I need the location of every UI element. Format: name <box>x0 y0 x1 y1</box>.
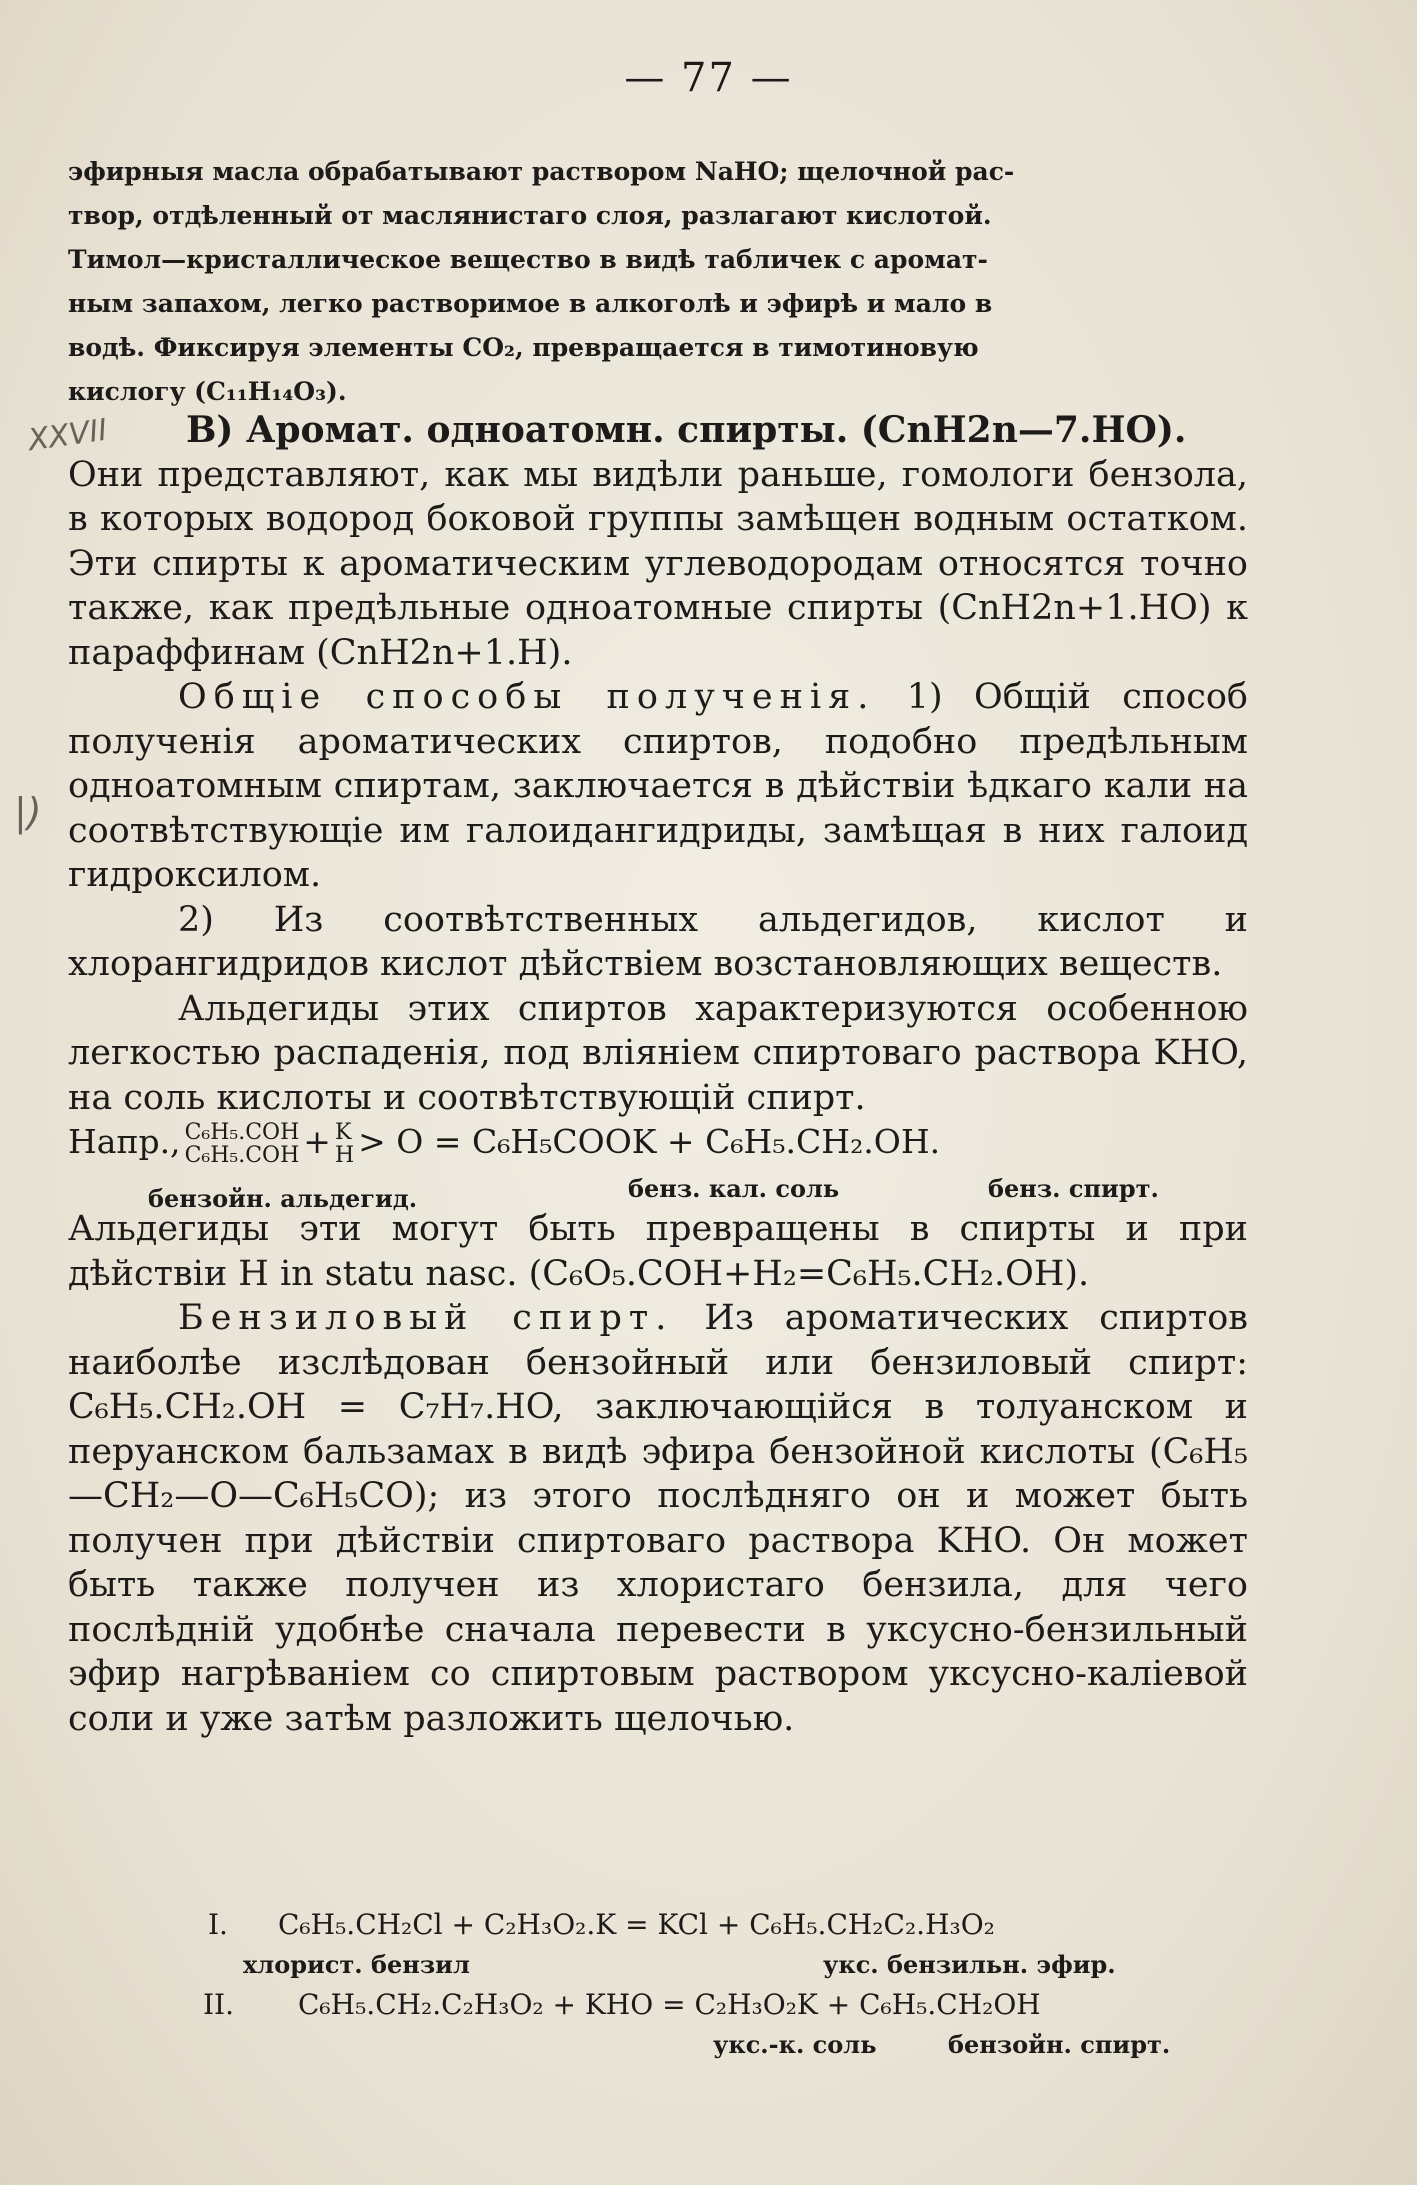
reaction-caption-right: бензойн. спирт. <box>948 2030 1171 2059</box>
reaction-number: I. <box>208 1908 228 1941</box>
reagent-bottom: H <box>334 1143 355 1168</box>
aldehyde-top: C₆H₅.COH <box>184 1120 300 1145</box>
aldehyde-bottom: C₆H₅.COH <box>184 1143 300 1168</box>
example-prefix: Напр., <box>68 1122 181 1161</box>
section-heading: В) Аромат. одноатомн. спирты. (CnH2n—7.HO). <box>186 409 1187 451</box>
paragraph-methods <box>68 675 1248 898</box>
reaction-number: II. <box>203 1988 235 2021</box>
example-captions <box>68 1167 1248 1213</box>
methods-title: Общіе способы полученія. <box>178 677 876 717</box>
reagent-top: K <box>334 1120 352 1145</box>
benzyl-text: Из ароматических спиртов наиболѣе изслѣдован бензойный или бензиловый спирт: C₆H₅.CH₂.OH = C₇H₇.HO, заключающійся в толуанском и перуанском бальзамах в видѣ эфира бензойной кислоты (C₆H₅—CH₂—O—C₆H₅CO); из этого послѣдняго он и может быть получен при дѣйствіи спиртоваго раствора KHO. Он может быть также получен из хлористаго бензила, для чего послѣдній удобнѣе сначала перевести в уксусно-бензильный эфир нагрѣваніем со спиртовым раствором уксусно-каліевой соли и уже затѣм разложить щелочью. <box>68 1298 1248 1739</box>
page-number: — 77 — <box>624 55 793 101</box>
intro-line: твор, отдѣленный от маслянистаго слоя, разлагают кислотой. <box>68 201 992 230</box>
reaction-caption-row <box>68 2025 1248 2065</box>
paragraph-reduction: 2) Из соотвѣтственных альдегидов, кислот и хлорангидридов кислот дѣйствіем возстановляющих веществ. <box>68 899 1248 984</box>
reaction-row <box>68 1985 1248 2025</box>
example-products: > O = C₆H₅COOK + C₆H₅.CH₂.OH. <box>358 1122 941 1161</box>
benzyl-title: Бензиловый спирт. <box>178 1298 674 1338</box>
caption-salt: бенз. кал. соль <box>628 1174 840 1203</box>
margin-roman-note: XXVII <box>25 412 110 459</box>
caption-alcohol: бенз. спирт. <box>988 1174 1159 1203</box>
margin-bracket-mark: |) <box>14 790 42 834</box>
reaction-row <box>68 1905 1248 1945</box>
paragraph-homologs: Они представляют, как мы видѣли раньше, гомологи бензола, в которых водород боковой группы замѣщен водным остатком. Эти спирты к ароматическим углеводородам относятся точно также, как предѣльные одноатомные спирты (CnH2n+1.HO) к параффинам (CnH2n+1.H). <box>68 454 1248 673</box>
paragraph-hydrogenation: Альдегиды эти могут быть превращены в спирты и при дѣйствіи H in statu nasc. (C₆O₅.COH+H₂=C₆H₅.CH₂.OH). <box>68 1209 1248 1294</box>
methods-text: 1) Общій способ полученія ароматических спиртов, подобно предѣльным одноатомным спиртам, заключается в дѣйствіи ѣдкаго кали на соотвѣтствующіе им галоидангидриды, замѣщая в них галоид гидроксилом. <box>68 677 1248 895</box>
aldehyde-fraction <box>185 1121 300 1167</box>
paragraph-aldehydes: Альдегиды этих спиртов характеризуются особенною легкостью распаденія, под вліяніем спиртоваго раствора KHO, на соль кислоты и соотвѣтствующій спирт. <box>68 988 1248 1118</box>
intro-line: ным запахом, легко растворимое в алкоголѣ и эфирѣ и мало в <box>68 289 993 318</box>
reagent-fraction <box>335 1121 354 1167</box>
caption-aldehyde: бензойн. альдегид. <box>148 1184 418 1213</box>
reaction-caption-left: укс.-к. соль <box>713 2030 877 2059</box>
reaction-equation: C₆H₅.CH₂.C₂H₃O₂ + KHO = C₂H₃O₂K + C₆H₅.CH₂OH <box>298 1988 1041 2021</box>
intro-line: водѣ. Фиксируя элементы CO₂, превращается в тимотиновую <box>68 333 979 362</box>
intro-paragraph <box>68 150 1248 414</box>
main-section <box>68 408 1248 1741</box>
reaction-caption-row <box>68 1945 1248 1985</box>
reaction-equation: C₆H₅.CH₂Cl + C₂H₃O₂.K = KCl + C₆H₅.CH₂C₂.H₃O₂ <box>278 1908 995 1941</box>
reaction-caption-right: укс. бензильн. эфир. <box>823 1950 1116 1979</box>
reactions-block <box>68 1905 1248 2065</box>
intro-line: кислогу (C₁₁H₁₄O₃). <box>68 377 347 406</box>
intro-line: эфирныя масла обрабатывают раствором NaHO; щелочной рас- <box>68 157 1015 186</box>
reaction-caption-left: хлорист. бензил <box>243 1950 470 1979</box>
paragraph-benzyl-alcohol <box>68 1296 1248 1741</box>
example-plus: + <box>303 1122 331 1161</box>
example-formula <box>68 1120 1248 1167</box>
intro-line: Тимол—кристаллическое вещество в видѣ табличек с аромат- <box>68 245 988 274</box>
